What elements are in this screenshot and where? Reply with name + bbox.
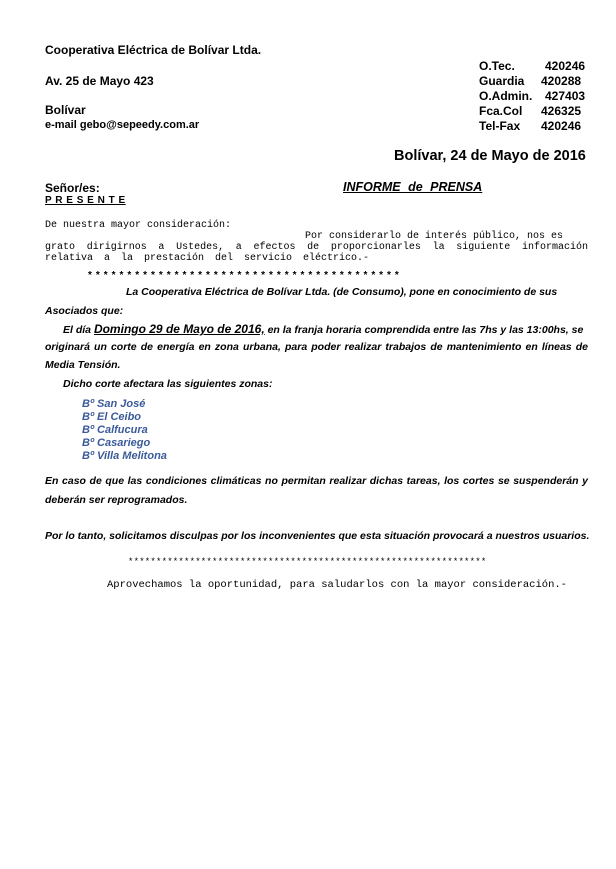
zone-item: Bº Calfucura [82,424,148,436]
paragraph-line [63,322,583,336]
zones-intro: Dicho corte afectara las siguientes zonas: [63,378,273,390]
salutation: Señor/es: [45,181,100,195]
separator-stars: * * * * * * * * * * * * * * * * * * * * * * * * * * * * * * * * * * * * * * * * [88,270,400,281]
date-line: Bolívar, 24 de Mayo de 2016 [394,148,586,164]
greeting: De nuestra mayor consideración: [45,220,232,231]
contact-row [479,104,581,118]
paragraph-prefix: El día [63,324,94,336]
paragraph-line: Por lo tanto, solicitamos disculpas por los inconvenientes que esta situación provocará a nuestros usuarios. [45,530,590,542]
closing-stars: **************************************************************** [128,557,487,567]
contact-number: 420288 [541,74,582,88]
contact-number: 420246 [541,119,582,133]
report-title: INFORME de PRENSA [343,180,483,194]
org-address: Av. 25 de Mayo 423 [45,74,154,88]
zone-item: Bº Casariego [82,437,151,449]
paragraph-line: La Cooperativa Eléctrica de Bolívar Ltda. (de Consumo), pone en conocimiento de sus [126,286,558,298]
paragraph-line: Asociados que: [45,305,124,317]
org-name: Cooperativa Eléctrica de Bolívar Ltda. [45,43,262,57]
paragraph-rest: en la franja horaria comprendida entre las 7hs y las 13:00hs, se [264,324,584,336]
presente-label: P R E S E N T E [45,195,126,206]
contact-label: O.Admin. [479,89,533,103]
closing-line: Aprovechamos la oportunidad, para saludarlos con la mayor consideración.- [107,579,567,591]
contact-row [479,89,585,103]
paragraph-line: deberán ser reprogramados. [45,494,188,506]
paragraph-line: originará un corte de energía en zona urbana, para poder realizar trabajos de mantenimiento en líneas de [45,341,588,353]
contact-number: 420246 [545,59,586,73]
zone-item: Bº El Ceibo [82,411,142,423]
contact-number: 427403 [545,89,586,103]
intro-line: grato dirigirnos a Ustedes, a efectos de proporcionarles la siguiente información [45,242,588,253]
contact-row [479,74,581,88]
contact-label: Guardia [479,74,525,88]
paragraph-line: Media Tensión. [45,359,121,371]
zone-item: Bº Villa Melitona [82,450,167,462]
org-email: e-mail gebo@sepeedy.com.ar [45,119,200,131]
contact-label: O.Tec. [479,59,515,73]
contact-label: Tel-Fax [479,119,521,133]
contact-label: Fca.Col [479,104,523,118]
zone-item: Bº San José [82,398,146,410]
contact-number: 426325 [541,104,582,118]
org-city: Bolívar [45,103,86,117]
intro-line: Por considerarlo de interés público, nos es [305,231,564,242]
contact-row [479,119,581,133]
outage-date: Domingo 29 de Mayo de 2016, [93,322,265,336]
contact-row [479,59,585,73]
paragraph-line: En caso de que las condiciones climáticas no permitan realizar dichas tareas, los cortes se suspenderán y [45,475,588,487]
intro-line: relativa a la prestación del servicio eléctrico.- [45,253,370,264]
